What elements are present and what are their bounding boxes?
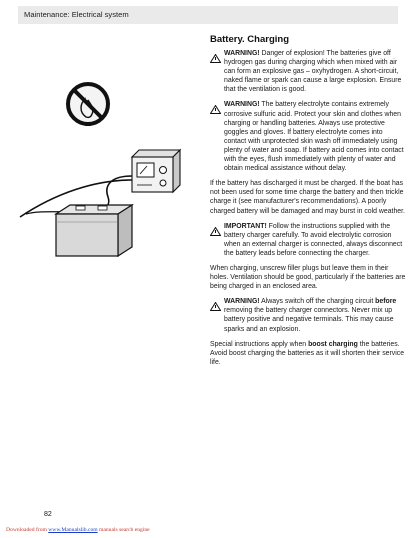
note-text: Danger of explosion! The batteries give off hydrogen gas during charging which when mixed with air can form an explosive gas – oxyhydrogen. A short-circuit, naked flame or spark can cause a large explosion. Ensure that the ventilation is good. [224,50,402,94]
note-text: removing the battery charger connectors. Never mix up battery positive and negative terminals. This may cause sparks and an explosion. [224,307,394,333]
note-text: Always switch off the charging circuit [261,298,374,306]
note-text: The battery electrolyte contains extremely corrosive sulfuric acid. Protect your skin and clothes when charging or handling batteries. Always use protective goggles and gloves. If battery electrolyte comes into contact with unprotected skin wash off immediately using plenty of water and soap. If battery acid comes into contact with the eyes, flush immediately with plenty of water and obtain medical assistance without delay. [224,101,404,173]
page-number: 82 [44,511,52,518]
download-footer [6,527,150,533]
paragraph-text: Special instructions apply when [210,340,307,348]
note-label: IMPORTANT! [224,222,267,230]
note-text: Follow the instructions supplied with the battery charger carefully. To avoid electrolytic corrosion when an external charger is connected, always disconnect the battery leads before connecting the charger. [224,222,403,257]
warning-triangle-icon [210,100,224,173]
warning-note [210,100,406,173]
body-paragraph: When charging, unscrew filler plugs but leave them in their holes. Ventilation should be good, particularly if the batteries are being charged in an enclosed area. [210,264,406,291]
note-label: WARNING! [224,298,260,306]
section-heading: Battery. Charging [210,34,290,45]
warning-triangle-icon [210,297,224,333]
no-open-flame-icon [68,84,108,126]
note-label: WARNING! [224,101,260,109]
text-column [210,34,406,373]
emphasis-text: before [375,298,397,306]
warning-note [210,49,406,94]
note-label: WARNING! [224,50,260,57]
important-note [210,222,406,258]
battery [56,205,132,256]
manualslib-link[interactable]: www.Manualslib.com [48,527,98,533]
warning-note [210,297,406,333]
section-title: Maintenance: Electrical system [24,10,129,19]
emphasis-text: boost charging [308,340,358,348]
paragraph-text: the batteries. Avoid boost charging the batteries as it will shorten their service life. [210,340,405,366]
body-paragraph: If the battery has discharged it must be charged. If the boat has not been used for some time charge the battery and then trickle charge it (see manufacturer's recommendations). A poorly charged battery will be damaged and may burst in cold weather. [210,180,405,215]
body-paragraph [210,340,406,367]
battery-charger [132,150,180,192]
warning-triangle-icon [210,49,224,94]
footer-suffix: manuals search engine [99,527,150,533]
footer-prefix: Downloaded from [6,527,47,533]
warning-triangle-icon [210,222,224,258]
